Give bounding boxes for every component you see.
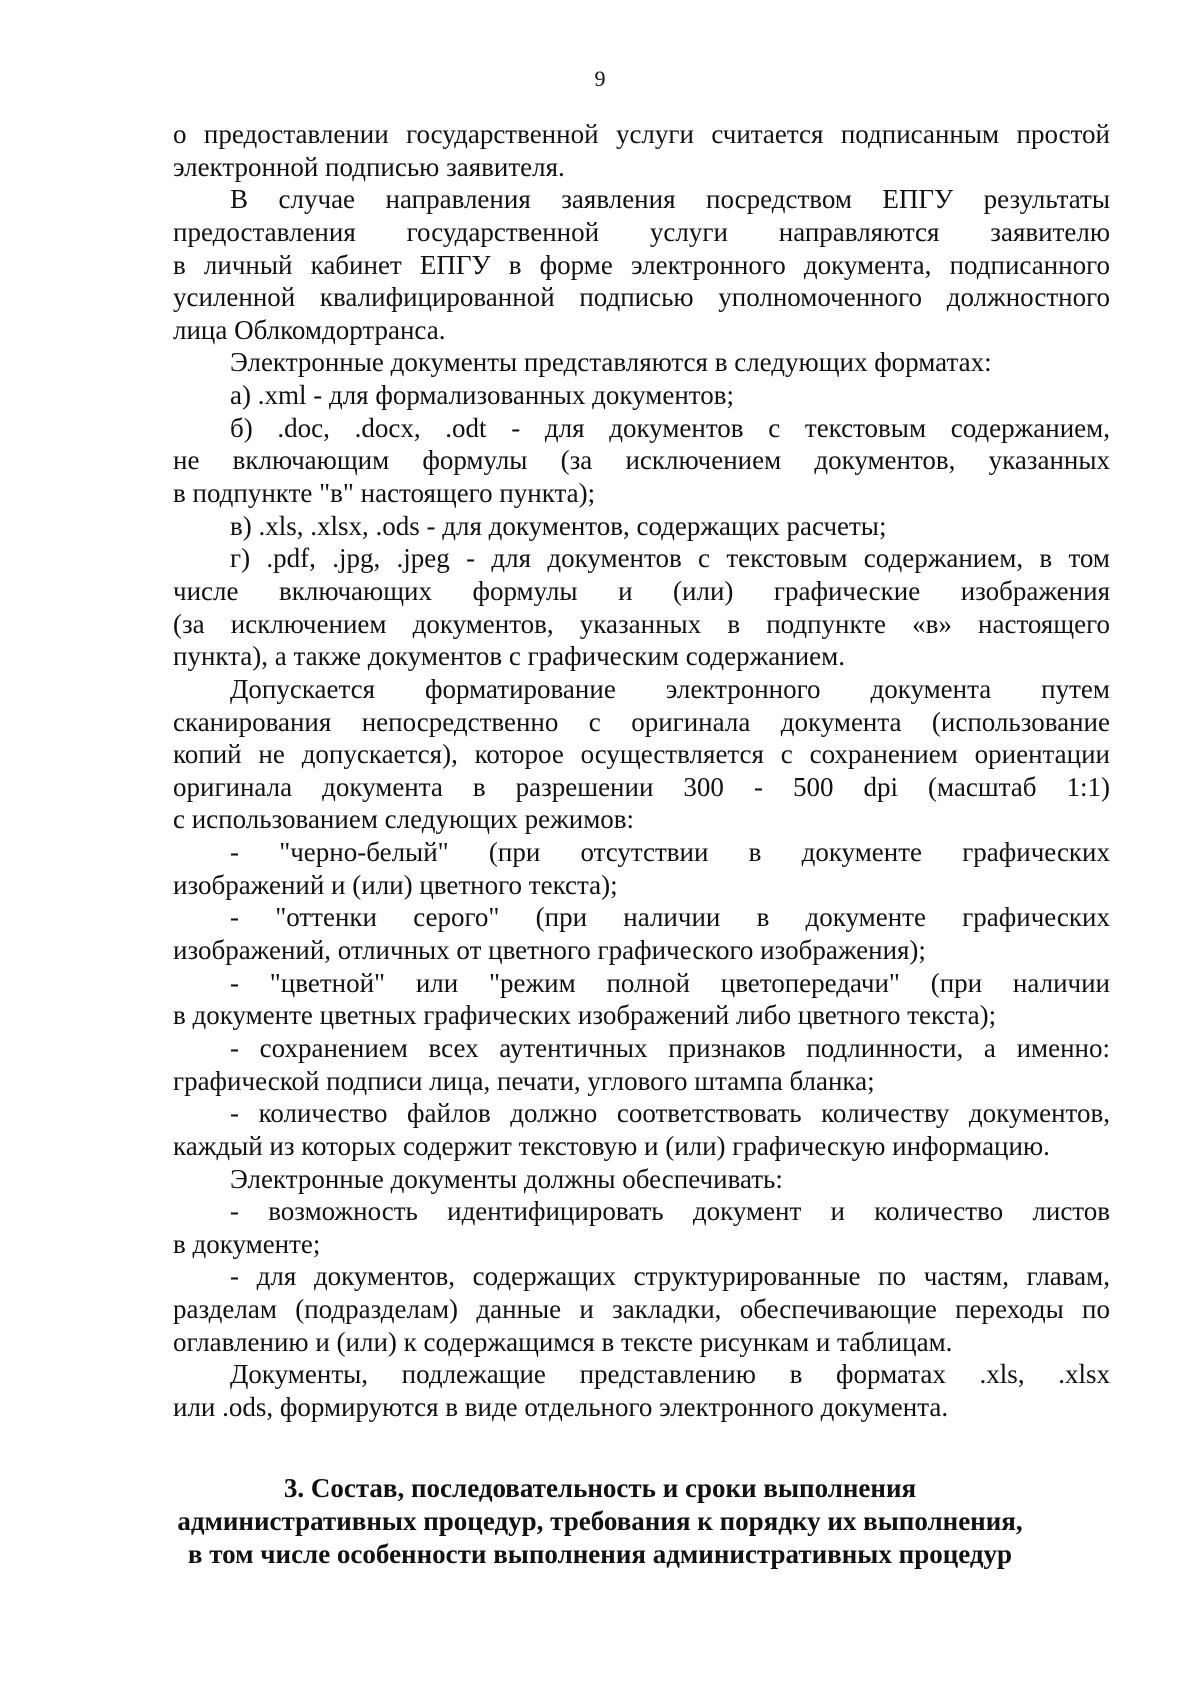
- text-line: с использованием следующих режимов:: [173, 804, 635, 835]
- text-line: в документе;: [173, 1228, 321, 1259]
- text-line: Электронные документы представляются в следующих форматах:: [230, 347, 992, 378]
- text-line: сканирования непосредственно с оригинала документа (использование: [173, 706, 1110, 737]
- text-line: в) .xls, .xlsx, .ods - для документов, содержащих расчеты;: [230, 510, 887, 541]
- section-heading: [0, 1472, 1200, 1571]
- text-line: пункта), а также документов с графическим содержанием.: [173, 641, 845, 672]
- text-line: лица Облкомдортранса.: [173, 314, 446, 345]
- text-line: не включающим формулы (за исключением документов, указанных: [173, 445, 1110, 476]
- text-line: - "черно-белый" (при отсутствии в документе графических: [230, 837, 1110, 868]
- text-line: (за исключением документов, указанных в подпункте «в» настоящего: [173, 608, 1110, 639]
- text-line: электронной подписью заявителя.: [173, 151, 565, 182]
- text-line: каждый из которых содержит текстовую и (или) графическую информацию.: [173, 1130, 1050, 1161]
- text-line: - "оттенки серого" (при наличии в документе графических: [230, 902, 1110, 933]
- text-line: Документы, подлежащие представлению в форматах .xls, .xlsx: [230, 1359, 1110, 1390]
- heading-line: 3. Состав, последовательность и сроки выполнения: [283, 1473, 917, 1503]
- text-line: - для документов, содержащих структурированные по частям, главам,: [230, 1261, 1110, 1292]
- text-line: а) .xml - для формализованных документов;: [230, 380, 734, 411]
- text-line: или .ods, формируются в виде отдельного электронного документа.: [173, 1391, 949, 1422]
- text-line: б) .doc, .docx, .odt - для документов с текстовым содержанием,: [230, 412, 1110, 443]
- text-line: г) .pdf, .jpg, .jpeg - для документов с текстовым содержанием, в том: [230, 543, 1110, 574]
- text-line: оглавлению и (или) к содержащимся в тексте рисункам и таблицам.: [173, 1326, 953, 1357]
- text-line: числе включающих формулы и (или) графические изображения: [173, 575, 1110, 606]
- text-line: - "цветной" или "режим полной цветопередачи" (при наличии: [230, 967, 1110, 998]
- text-line: предоставления государственной услуги направляются заявителю: [173, 216, 1110, 247]
- text-line: разделам (подразделам) данные и закладки, обеспечивающие переходы по: [173, 1294, 1110, 1325]
- text-line: графической подписи лица, печати, углового штампа бланка;: [173, 1065, 875, 1096]
- text-line: - сохранением всех аутентичных признаков подлинности, а именно:: [230, 1032, 1110, 1063]
- text-line: усиленной квалифицированной подписью уполномоченного должностного: [173, 282, 1110, 313]
- text-line: Электронные документы должны обеспечивать:: [230, 1163, 783, 1194]
- text-line: - количество файлов должно соответствовать количеству документов,: [230, 1098, 1110, 1129]
- text-line: изображений, отличных от цветного графического изображения);: [173, 935, 926, 966]
- text-line: в документе цветных графических изображений либо цветного текста);: [173, 1000, 997, 1031]
- text-line: Допускается форматирование электронного документа путем: [230, 673, 1110, 704]
- text-line: оригинала документа в разрешении 300 - 500 dpi (масштаб 1:1): [173, 771, 1110, 802]
- text-line: - возможность идентифицировать документ и количество листов: [230, 1196, 1110, 1227]
- text-line: изображений и (или) цветного текста);: [173, 869, 618, 900]
- heading-line: в том числе особенности выполнения административных процедур: [187, 1539, 1013, 1569]
- text-line: о предоставлении государственной услуги считается подписанным простой: [173, 119, 1110, 149]
- text-line: В случае направления заявления посредством ЕПГУ результаты: [230, 184, 1110, 215]
- heading-line: административных процедур, требования к порядку их выполнения,: [177, 1506, 1023, 1536]
- body-text: [173, 118, 1110, 1424]
- text-line: копий не допускается), которое осуществляется с сохранением ориентации: [173, 739, 1110, 770]
- text-line: в подпункте "в" настоящего пункта);: [173, 478, 596, 509]
- text-line: в личный кабинет ЕПГУ в форме электронного документа, подписанного: [173, 249, 1110, 280]
- page-number: 9: [594, 66, 606, 91]
